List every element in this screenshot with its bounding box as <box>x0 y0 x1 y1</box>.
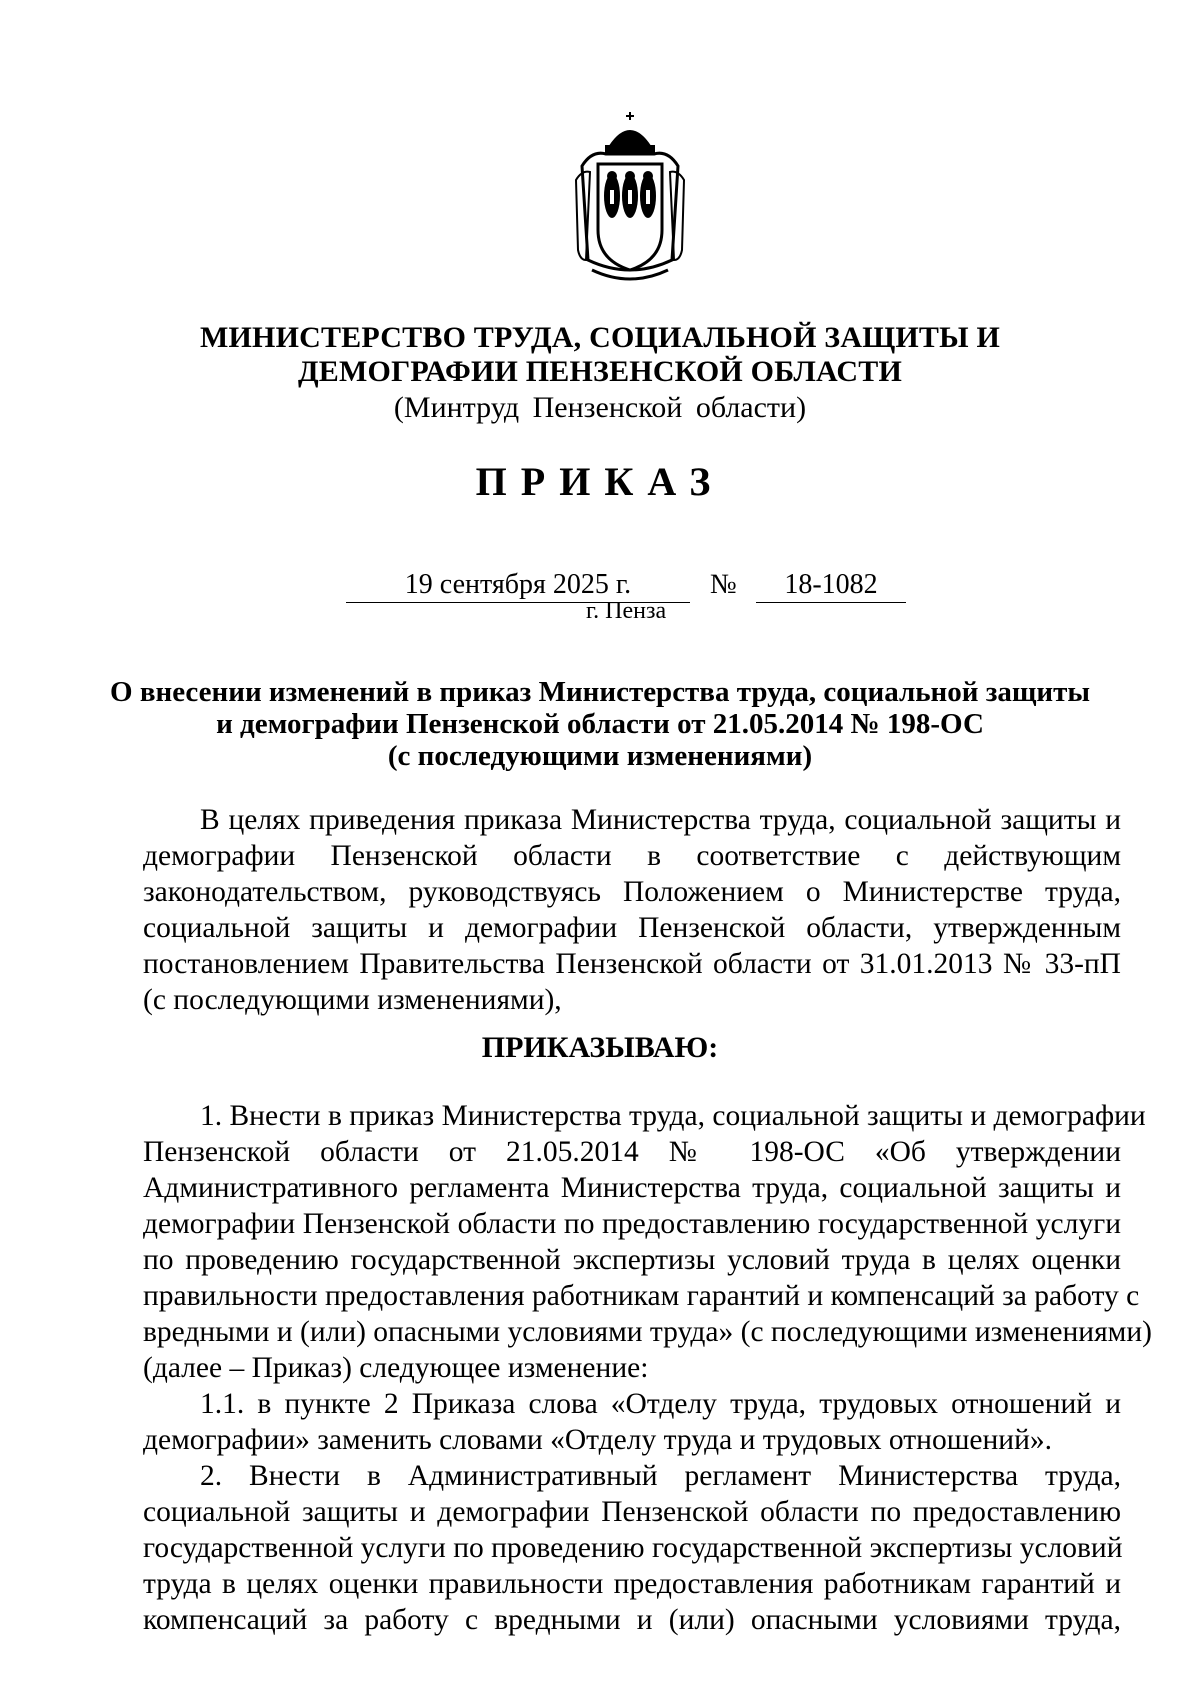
ministry-name-line-2: ДЕМОГРАФИИ ПЕНЗЕНСКОЙ ОБЛАСТИ <box>297 355 903 388</box>
document-city: г. Пенза <box>586 598 667 624</box>
item-1-line: вредными и (или) опасными условиями труда» (с последующими изменениями) <box>143 1316 1152 1348</box>
item-2-line: компенсаций за работу с вредными и (или) опасными условиями труда, <box>143 1604 1121 1636</box>
item-1-1-line: 1.1. в пункте 2 Приказа слова «Отделу труда, трудовых отношений и <box>200 1388 1121 1420</box>
coat-of-arms-icon <box>572 110 688 290</box>
item-2-line: труда в целях оценки правильности предоставления работникам гарантий и <box>143 1568 1121 1600</box>
document-type: ПРИКАЗ <box>475 459 725 504</box>
document-title-line: (с последующими изменениями) <box>387 740 813 772</box>
item-1-line: демографии Пензенской области по предоставлению государственной услуги <box>143 1208 1121 1240</box>
item-1-line: 1. Внести в приказ Министерства труда, социальной защиты и демографии <box>200 1100 1146 1132</box>
document-number: 18-1082 <box>756 568 906 603</box>
item-2-line: государственной услуги по проведению государственной экспертизы условий <box>143 1532 1123 1564</box>
item-1-line: по проведению государственной экспертизы условий труда в целях оценки <box>143 1244 1121 1276</box>
preamble-line: демографии Пензенской области в соответствие с действующим <box>143 840 1121 872</box>
item-2-line: социальной защиты и демографии Пензенской области по предоставлению <box>143 1496 1121 1528</box>
document-title-line: О внесении изменений в приказ Министерства труда, социальной защиты <box>110 676 1090 708</box>
preamble-line: законодательством, руководствуясь Положением о Министерстве труда, <box>143 876 1121 908</box>
number-sign: № <box>710 569 737 600</box>
ministry-name-line-1: МИНИСТЕРСТВО ТРУДА, СОЦИАЛЬНОЙ ЗАЩИТЫ И <box>199 321 1000 354</box>
preamble-line: В целях приведения приказа Министерства труда, социальной защиты и <box>200 804 1121 836</box>
document-date: 19 сентября 2025 г. <box>346 568 690 603</box>
item-1-line: Пензенской области от 21.05.2014 № 198-ОС «Об утверждении <box>143 1136 1121 1168</box>
preamble-line: (с последующими изменениями), <box>143 984 562 1016</box>
orders-heading: ПРИКАЗЫВАЮ: <box>481 1031 719 1064</box>
item-2-line: 2. Внести в Административный регламент Министерства труда, <box>200 1460 1121 1492</box>
item-1-line: Административного регламента Министерства труда, социальной защиты и <box>143 1172 1121 1204</box>
item-1-1-line: демографии» заменить словами «Отделу труда и трудовых отношений». <box>143 1424 1052 1456</box>
item-1-line: правильности предоставления работникам гарантий и компенсаций за работу с <box>143 1280 1140 1312</box>
ministry-short-name: (Минтруд Пензенской области) <box>393 391 807 424</box>
preamble-line: постановлением Правительства Пензенской области от 31.01.2013 № 33-пП <box>143 948 1121 980</box>
item-1-line: (далее – Приказ) следующее изменение: <box>143 1352 649 1384</box>
document-title-line: и демографии Пензенской области от 21.05.2014 № 198-ОС <box>216 708 984 740</box>
preamble-line: социальной защиты и демографии Пензенской области, утвержденным <box>143 912 1121 944</box>
